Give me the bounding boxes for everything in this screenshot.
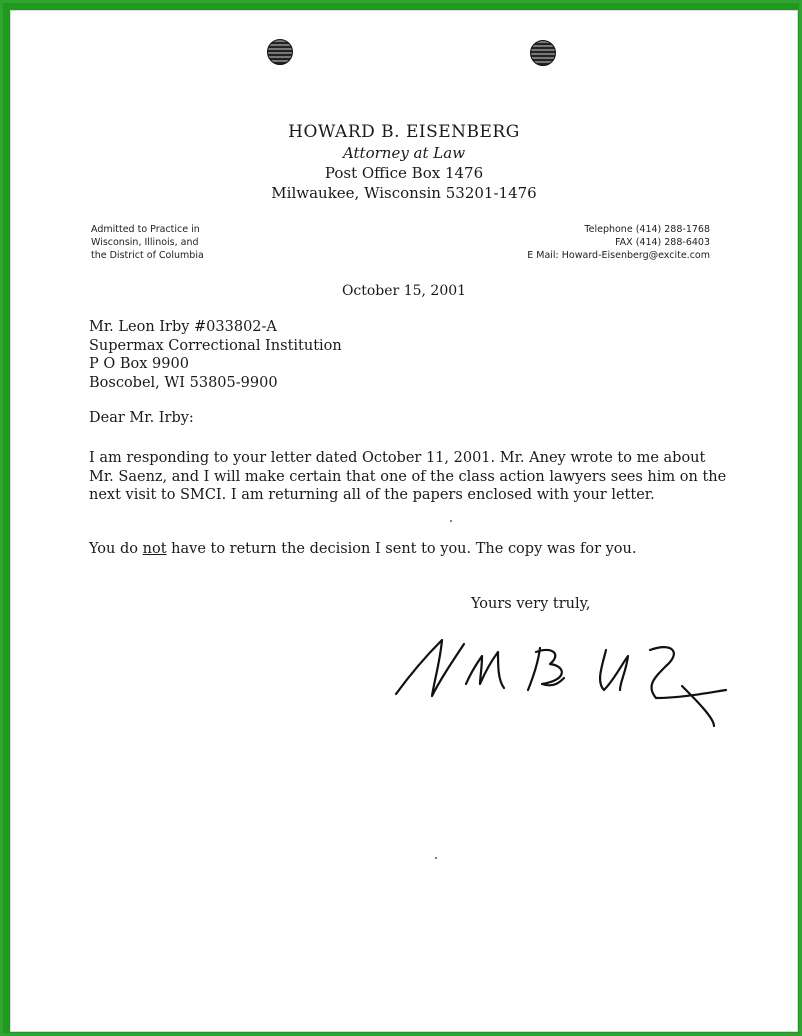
letter-date: October 15, 2001	[341, 283, 467, 299]
emphasis-not: not	[142, 541, 167, 557]
letterhead-name: HOWARD B. EISENBERG	[288, 122, 520, 142]
admitted-block	[91, 223, 204, 262]
body-paragraph-1: I am responding to your letter dated October 11, 2001. Mr. Aney wrote to me about Mr. Saenz, and I will make certain that one of the class action lawyers sees him on the next visit to SMCI. I am returning all of the papers enclosed with your letter.	[89, 450, 727, 503]
admitted-line: Wisconsin, Illinois, and	[91, 237, 199, 248]
paper-speck	[435, 857, 437, 859]
recipient-line: Mr. Leon Irby #033802-A	[89, 319, 277, 335]
paragraph2-text: have to return the decision I sent to you. The copy was for you.	[166, 541, 637, 557]
closing: Yours very truly,	[471, 596, 591, 612]
letterhead-title: Attorney at Law	[342, 144, 466, 162]
fax: FAX (414) 288-6403	[615, 237, 710, 248]
letterhead-address-line2: Milwaukee, Wisconsin 53201-1476	[271, 184, 537, 202]
admitted-line: the District of Columbia	[91, 250, 204, 261]
telephone: Telephone (414) 288-1768	[584, 224, 710, 235]
contact-block	[527, 223, 710, 262]
punch-hole-right	[530, 40, 556, 66]
letterhead-address-line1: Post Office Box 1476	[324, 164, 484, 182]
paper-speck	[450, 520, 452, 522]
letter-page	[10, 10, 798, 1032]
handwritten-signature	[382, 622, 732, 737]
recipient-address	[89, 318, 342, 392]
paragraph2-text: You do	[89, 541, 143, 557]
punch-hole-left	[267, 39, 293, 65]
email: E Mail: Howard-Eisenberg@excite.com	[527, 250, 710, 261]
recipient-line: Boscobel, WI 53805-9900	[89, 374, 278, 391]
admitted-line: Admitted to Practice in	[91, 224, 200, 235]
body-paragraph-2	[89, 540, 729, 559]
recipient-line: Supermax Correctional Institution	[89, 337, 342, 354]
recipient-line: P O Box 9900	[89, 356, 189, 372]
salutation: Dear Mr. Irby:	[89, 410, 194, 426]
